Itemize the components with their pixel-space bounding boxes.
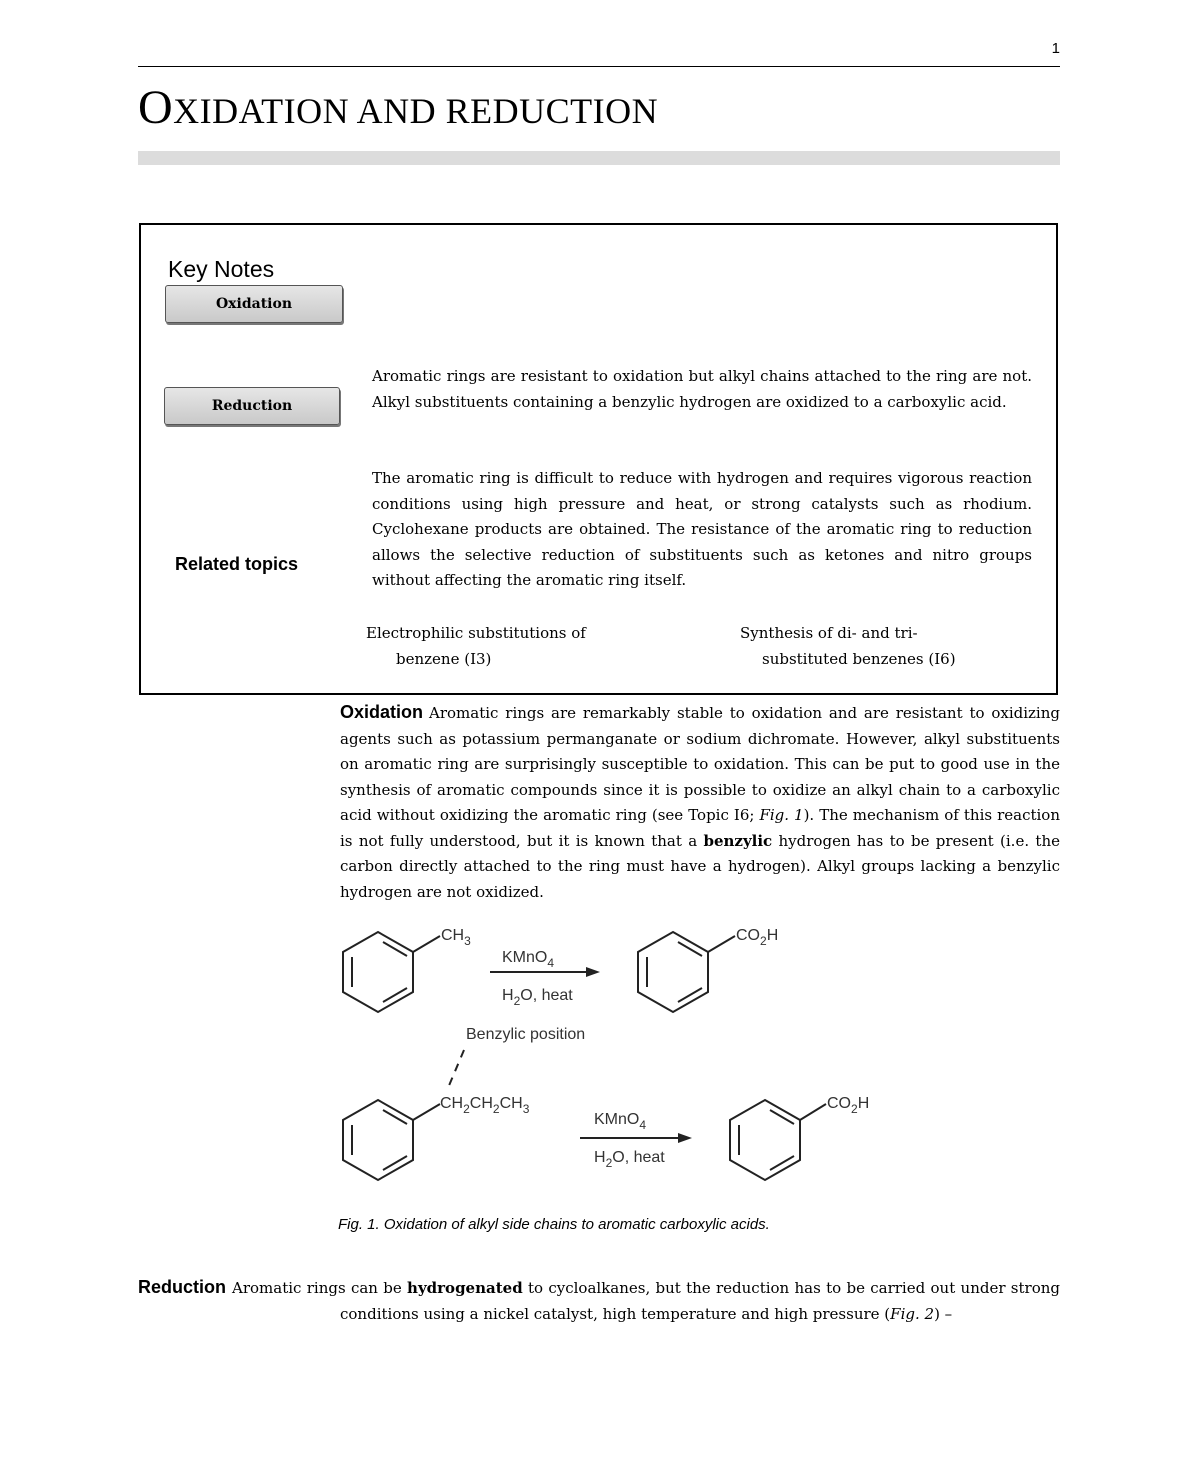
related-topic-i6-line2: substituted benzenes (I6) bbox=[762, 650, 956, 668]
reactant2-label: $CH_2CH_2CH_3$ bbox=[440, 1095, 530, 1116]
benzoic-acid-ring-2 bbox=[730, 1100, 826, 1180]
toluene-ring bbox=[343, 932, 440, 1012]
related-topics-heading: Related topics bbox=[175, 554, 299, 574]
chapter-title-initial: O bbox=[138, 81, 174, 134]
reagent-top-1: KMnO$_4$ bbox=[502, 949, 555, 970]
oxidation-text-3: hydrogen has to be present (i.e. the carbon directly attached to the ring must have a hydrogen). Alkyl groups lacking a benzylic hydrogen are not oxidized. bbox=[340, 831, 1060, 901]
reagent-bottom-2: $H_2O$, heat bbox=[594, 1149, 665, 1170]
oxidation-term-benzylic: benzylic bbox=[703, 831, 773, 850]
benzoic-acid-ring-1 bbox=[638, 932, 735, 1012]
oxidation-text-2: ). The mechanism of this reaction is not fully understood, but it is known that a bbox=[340, 806, 1060, 850]
reduction-text-1: Aromatic rings can be bbox=[232, 1279, 408, 1297]
oxidation-heading: Oxidation bbox=[340, 702, 424, 722]
product2-label: $CO_2H$ bbox=[827, 1095, 870, 1116]
chapter-title bbox=[138, 80, 658, 139]
product1-label: $CO_2H$ bbox=[736, 927, 779, 948]
chapter-title-rest: XIDATION AND REDUCTION bbox=[173, 91, 659, 131]
header-rule bbox=[138, 66, 1060, 67]
reaction-arrow-2 bbox=[580, 1133, 692, 1143]
oxidation-paragraph bbox=[138, 700, 1060, 905]
page-number: 1 bbox=[1051, 40, 1060, 57]
oxidation-fig-ref: Fig. 1 bbox=[759, 806, 804, 824]
related-topic-i3[interactable] bbox=[366, 620, 586, 672]
key-notes-heading: Key Notes bbox=[168, 256, 275, 282]
benzylic-position-label: Benzylic position bbox=[466, 1026, 586, 1043]
reduction-note: The aromatic ring is difficult to reduce with hydrogen and requires vigorous reaction conditions using high pressure and heat, or strong catalysts such as rhodium. Cyclohexane products are obtained. The resistance of the aromatic ring to reduction allows the selective reduction of substituents such as ketones and nitro groups without affecting the aromatic ring itself. bbox=[372, 469, 1032, 589]
benzylic-pointer bbox=[448, 1050, 464, 1088]
reduction-heading: Reduction bbox=[138, 1277, 226, 1297]
reduction-fig-ref: Fig. 2 bbox=[890, 1304, 935, 1323]
reduction-term-hydrogenated: hydrogenated bbox=[407, 1279, 523, 1297]
oxidation-text-1: Aromatic rings are remarkably stable to oxidation and are resistant to oxidizing agents such as potassium permanganate or sodium dichromate. However, alkyl substituents on aromatic ring are surprisingly susceptible to oxidation. This can be put to good use in the synthesis of aromatic compounds since it is possible to oxidize an alkyl chain to a carboxylic acid without oxidizing the aromatic ring (see Topic I6; bbox=[340, 704, 1060, 824]
title-band bbox=[138, 151, 1060, 165]
reduction-text-3: ) – bbox=[934, 1304, 953, 1323]
reduction-paragraph bbox=[138, 1275, 1060, 1327]
propylbenzene-ring bbox=[343, 1100, 440, 1180]
reaction-arrow-1 bbox=[490, 967, 600, 977]
oxidation-note: Aromatic rings are resistant to oxidation but alkyl chains attached to the ring are not. Alkyl substituents containing a benzylic hydrogen are oxidized to a carboxylic acid. bbox=[372, 367, 1032, 411]
reduction-text-2: to cycloalkanes, but the reduction has to be carried out under strong conditions using a nickel catalyst, high temperature and high pressure ( bbox=[340, 1279, 1060, 1323]
oxidation-tag: Oxidation bbox=[165, 285, 343, 323]
reduction-tag: Reduction bbox=[164, 387, 340, 425]
related-topic-i6-line1: Synthesis of di- and tri- bbox=[740, 624, 918, 642]
figure-1-caption: Fig. 1. Oxidation of alkyl side chains to aromatic carboxylic acids. bbox=[338, 1216, 770, 1233]
related-topic-i3-line1: Electrophilic substitutions of bbox=[366, 624, 586, 642]
reagent-top-2: KMnO$_4$ bbox=[594, 1111, 647, 1132]
reactant1-label: $CH_3$ bbox=[441, 927, 471, 948]
related-topic-i3-line2: benzene (I3) bbox=[396, 650, 492, 668]
figure-1-reaction-scheme bbox=[330, 918, 910, 1208]
reagent-bottom-1: $H_2O$, heat bbox=[502, 987, 573, 1008]
related-topic-i6[interactable] bbox=[740, 620, 956, 672]
